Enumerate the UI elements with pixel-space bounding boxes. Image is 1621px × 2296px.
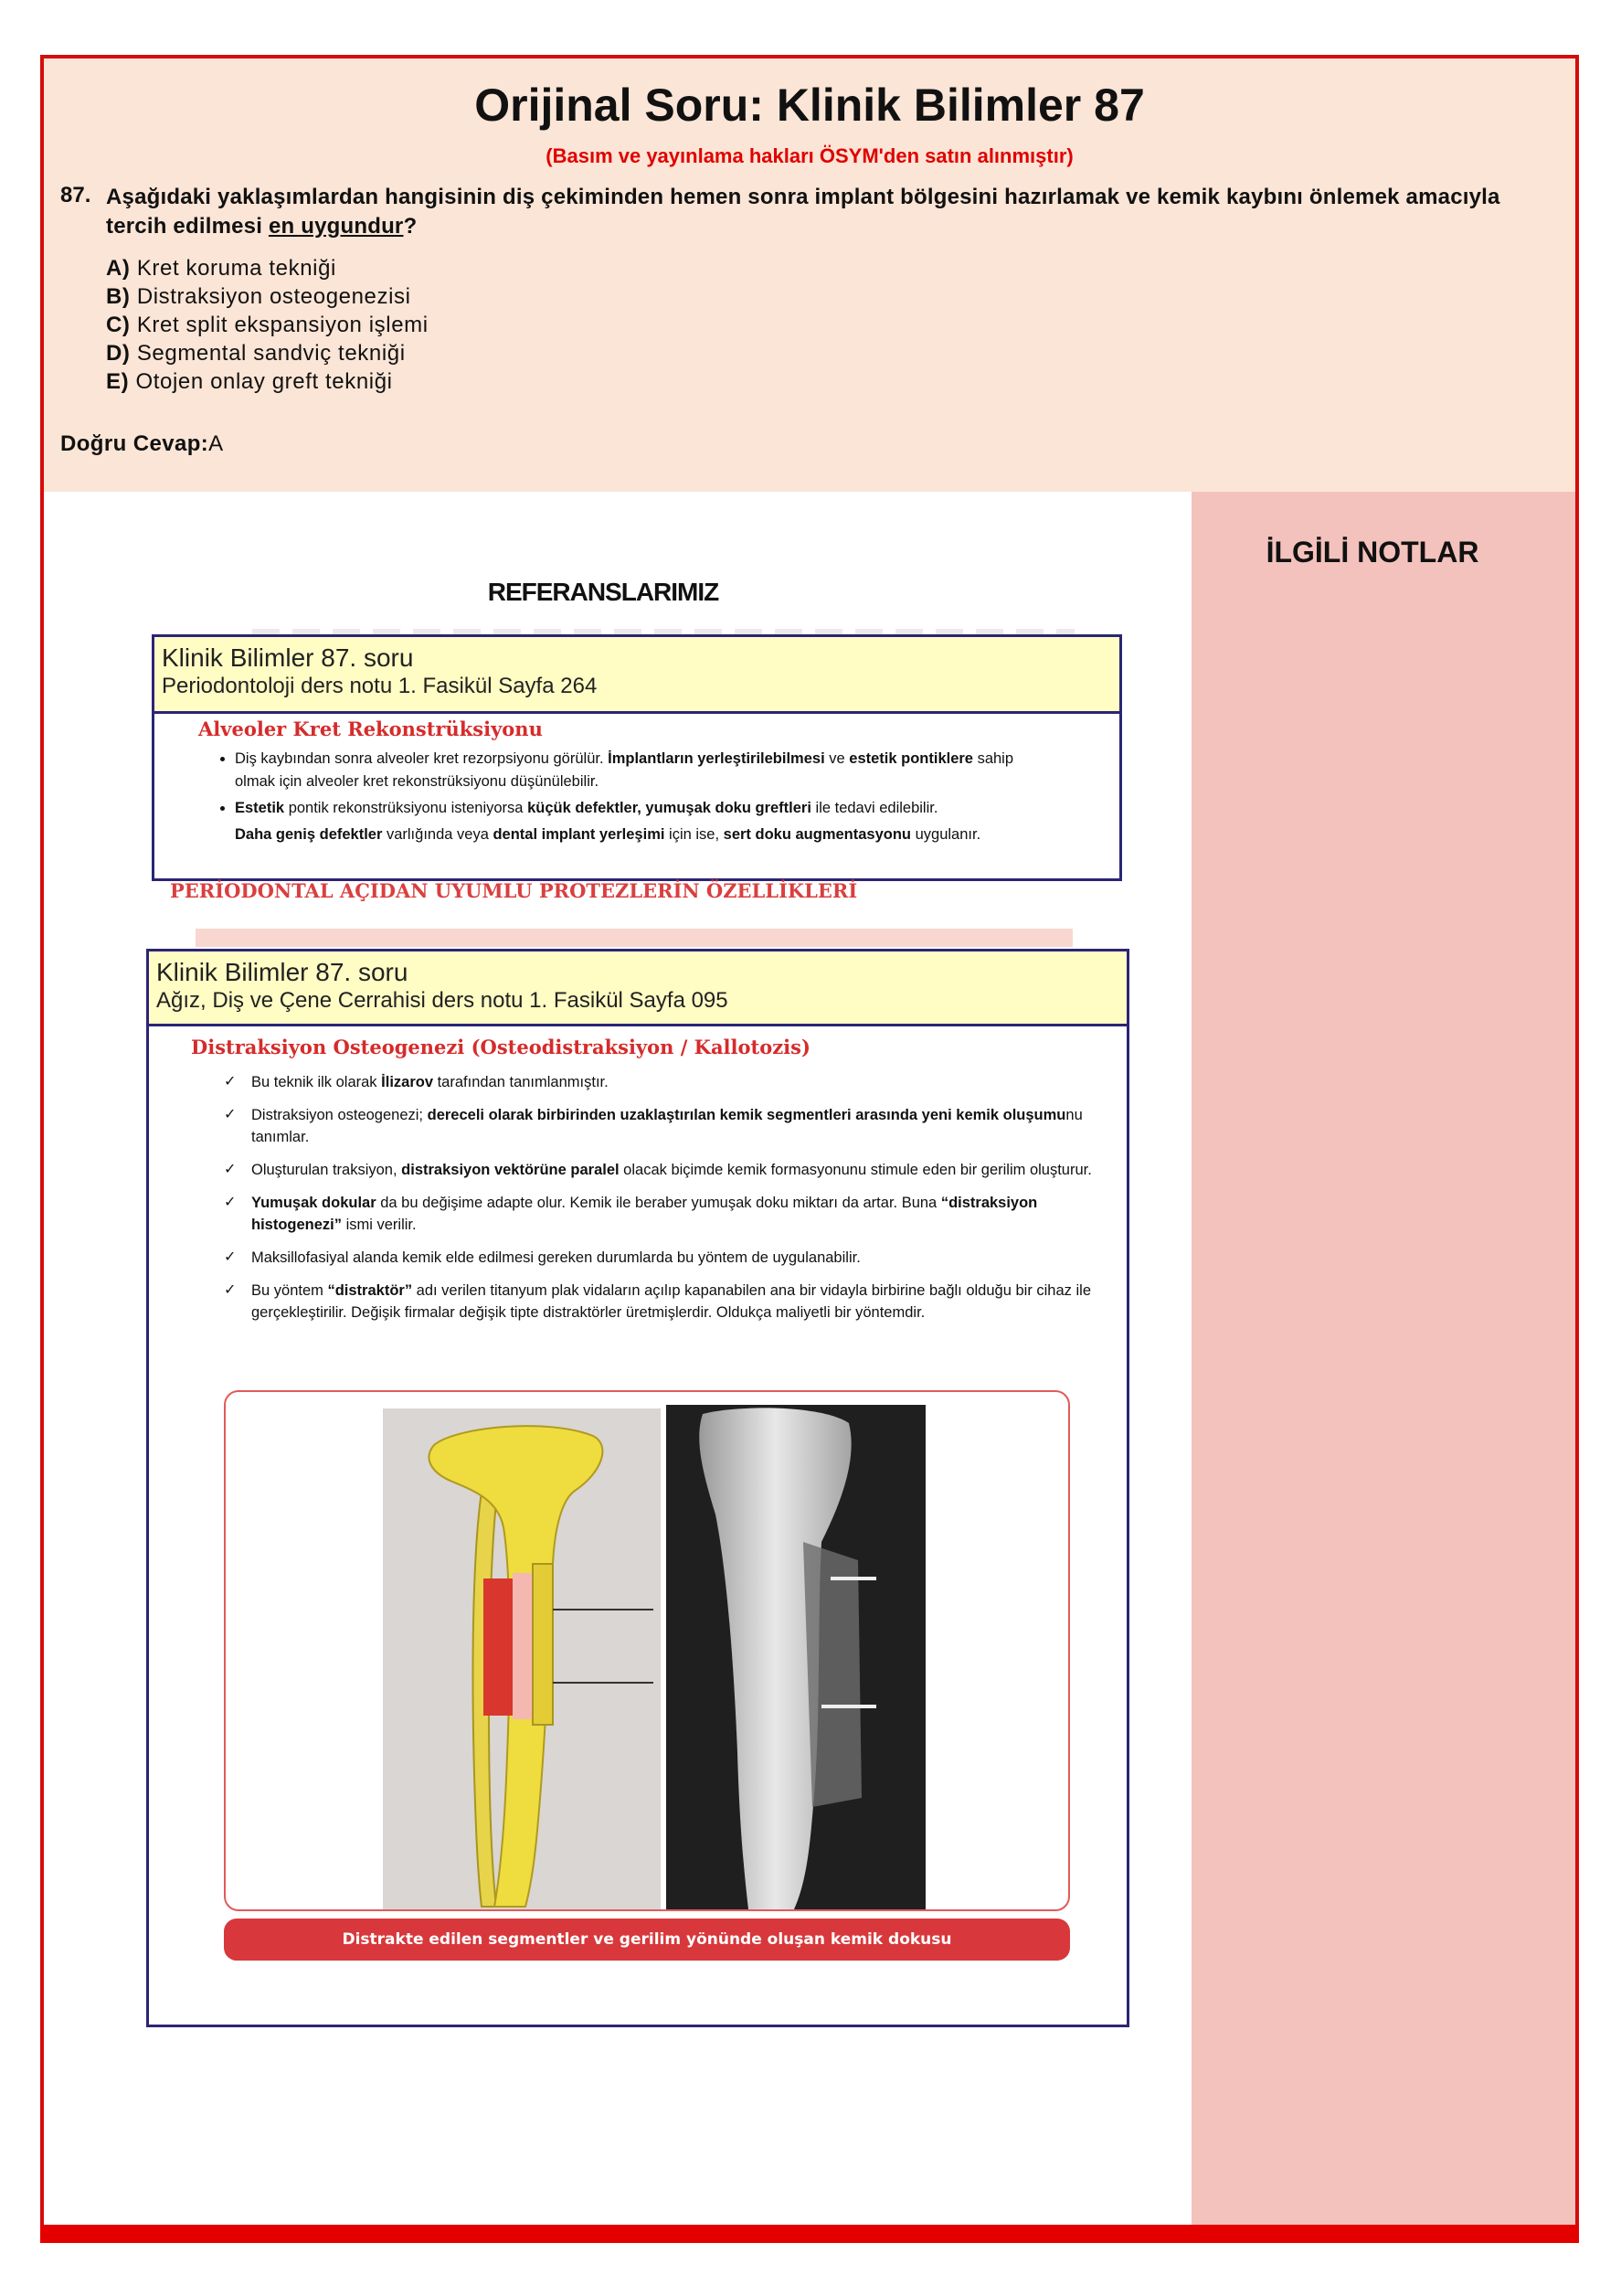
bold-run: dereceli olarak birbirinden uzaklaştırılan kemik segmentleri arasında yeni kemik oluşumu (427, 1107, 1066, 1123)
answer-label: Doğru Cevap: (60, 431, 209, 456)
bold-run: İlizarov (381, 1074, 434, 1090)
option-text: Kret split ekspansiyon işlemi (136, 313, 429, 337)
option-letter: C) (106, 313, 131, 337)
bold-run: Estetik (235, 800, 285, 816)
reference-excerpt (149, 1026, 1127, 1323)
excerpt-check-item (224, 1247, 1096, 1269)
bold-run: distraksiyon vektörüne paralel (401, 1162, 620, 1178)
copyright-notice: (Basım ve yayınlama hakları ÖSYM'den satın alınmıştır) (546, 144, 1074, 167)
figure-caption: Distrakte edilen segmentler ve gerilim yönünde oluşan kemik dokusu (224, 1919, 1070, 1961)
text-run: ile tedavi edilebilir. (810, 800, 938, 816)
option-text: Segmental sandviç tekniği (136, 341, 406, 366)
question-mark: ? (403, 214, 418, 239)
text-run: Maksillofasiyal alanda kemik elde edilmesi gereken durumlarda bu yöntem de uygulanabilir. (251, 1249, 861, 1266)
excerpt-check-list (191, 1071, 1127, 1323)
question-number: 87. (60, 183, 91, 207)
excerpt-paragraph (235, 824, 1057, 846)
text-run: ve (824, 750, 850, 767)
notes-sidebar (1192, 492, 1575, 2243)
reference-card-title: Klinik Bilimler 87. soru (156, 958, 408, 986)
question-text-emphasis: en uygundur (268, 214, 404, 239)
bold-run: sert doku augmentasyonu (723, 826, 912, 843)
page-title: Orijinal Soru: Klinik Bilimler 87 (474, 80, 1145, 131)
bold-run: “distraksiyon histogenezi” (251, 1195, 1038, 1233)
reference-card-source: Ağız, Diş ve Çene Cerrahisi ders notu 1. Fasikül Sayfa 095 (156, 988, 728, 1013)
answer-options (106, 254, 429, 396)
excerpt-check-item (224, 1280, 1096, 1323)
radiograph-image (666, 1405, 926, 1909)
option-e (106, 367, 429, 396)
background-doc-band (196, 929, 1073, 947)
excerpt-check-item (224, 1192, 1096, 1236)
correct-answer (60, 431, 224, 457)
excerpt-bullet (235, 748, 1057, 793)
option-letter: D) (106, 341, 131, 366)
reference-card-periodontology (152, 634, 1122, 881)
option-text: Otojen onlay greft tekniği (135, 369, 393, 394)
question-header (44, 58, 1575, 492)
text-run: uygulanır. (911, 826, 981, 843)
excerpt-bullet (235, 797, 1057, 820)
text-run: varlığında veya (382, 826, 493, 843)
text-run: olacak biçimde kemik formasyonunu stimule eden bir gerilim oluşturur. (619, 1162, 1092, 1178)
option-text: Distraksiyon osteogenezisi (136, 284, 411, 309)
background-doc-heading: PERİODONTAL AÇIDAN UYUMLU PROTEZLERİN ÖZELLİKLERİ (170, 879, 858, 902)
bottom-border-bar (40, 2225, 1579, 2243)
bold-run: küçük defektler, yumuşak doku greftleri (527, 800, 811, 816)
answer-value: A (208, 431, 224, 456)
text-run: Distraksiyon osteogenezi; (251, 1107, 428, 1123)
reference-card-header (149, 951, 1127, 1026)
text-run: Bu yöntem (251, 1282, 328, 1299)
text-run: nu tanımlar. (251, 1107, 1083, 1145)
bold-run: dental implant yerleşimi (493, 826, 665, 843)
tibia-illustration (383, 1408, 661, 1909)
text-run: da bu değişime adapte olur. Kemik ile beraber yumuşak doku miktarı da artar. Buna (376, 1195, 941, 1211)
text-run: Bu teknik ilk olarak (251, 1074, 382, 1090)
reference-excerpt (154, 714, 1119, 846)
references-section (44, 492, 1192, 2243)
bold-run: Daha geniş defektler (235, 826, 383, 843)
question-text (106, 183, 1531, 241)
excerpt-check-item (224, 1071, 1096, 1093)
text-run: pontik rekonstrüksiyonu isteniyorsa (284, 800, 528, 816)
text-run: Diş kaybından sonra alveoler kret rezorpsiyonu görülür. (235, 750, 609, 767)
tibia-distraction-drawing (383, 1408, 661, 1909)
notes-title: İLGİLİ NOTLAR (1266, 536, 1479, 569)
question-text-main: Aşağıdaki yaklaşımlardan hangisinin diş çekiminden hemen sonra implant bölgesini hazırlamak ve kemik kaybını önlemek amacıyla tercih edilmesi (106, 185, 1500, 239)
excerpt-bullet-list (198, 748, 1119, 820)
radiograph-drawing (666, 1405, 926, 1909)
distraction-figure (224, 1390, 1070, 1911)
option-c (106, 311, 429, 339)
excerpt-check-item (224, 1104, 1096, 1148)
text-run: sahip olmak için alveoler kret rekonstrüksiyonu düşünülebilir. (235, 750, 1014, 790)
option-text: Kret koruma tekniği (136, 256, 336, 281)
option-letter: B) (106, 284, 131, 309)
reference-card-oral-surgery (146, 949, 1129, 2027)
excerpt-heading: Alveoler Kret Rekonstrüksiyonu (198, 718, 543, 740)
reference-card-header (154, 637, 1119, 714)
text-run: ismi verilir. (342, 1217, 417, 1233)
option-d (106, 339, 429, 367)
text-run: adı verilen titanyum plak vidaların açılıp kapanabilen ana bir vidayla birbirine bağlı olduğu bir cihaz ile gerçekleştirilir. Değişik firmalar değişik tipte distraktörler üretmişlerdir. Oldukça maliyetli bir yöntemdir. (251, 1282, 1092, 1321)
bold-run: İmplantların yerleştirilebilmesi (608, 750, 825, 767)
option-letter: A) (106, 256, 131, 281)
bold-run: estetik pontiklere (849, 750, 973, 767)
option-a (106, 254, 429, 282)
bold-run: Yumuşak dokular (251, 1195, 376, 1211)
bold-run: “distraktör” (327, 1282, 413, 1299)
references-title: REFERANSLARIMIZ (487, 578, 719, 606)
excerpt-heading: Distraksiyon Osteogenezi (Osteodistraksiyon / Kallotozis) (191, 1036, 810, 1058)
excerpt-check-item (224, 1159, 1096, 1181)
reference-card-title: Klinik Bilimler 87. soru (162, 643, 414, 672)
page-frame (40, 55, 1579, 2243)
option-b (106, 282, 429, 311)
option-letter: E) (106, 369, 130, 394)
text-run: tarafından tanımlanmıştır. (433, 1074, 609, 1090)
reference-card-source: Periodontoloji ders notu 1. Fasikül Sayfa 264 (162, 674, 598, 698)
text-run: için ise, (664, 826, 724, 843)
text-run: Oluşturulan traksiyon, (251, 1162, 402, 1178)
